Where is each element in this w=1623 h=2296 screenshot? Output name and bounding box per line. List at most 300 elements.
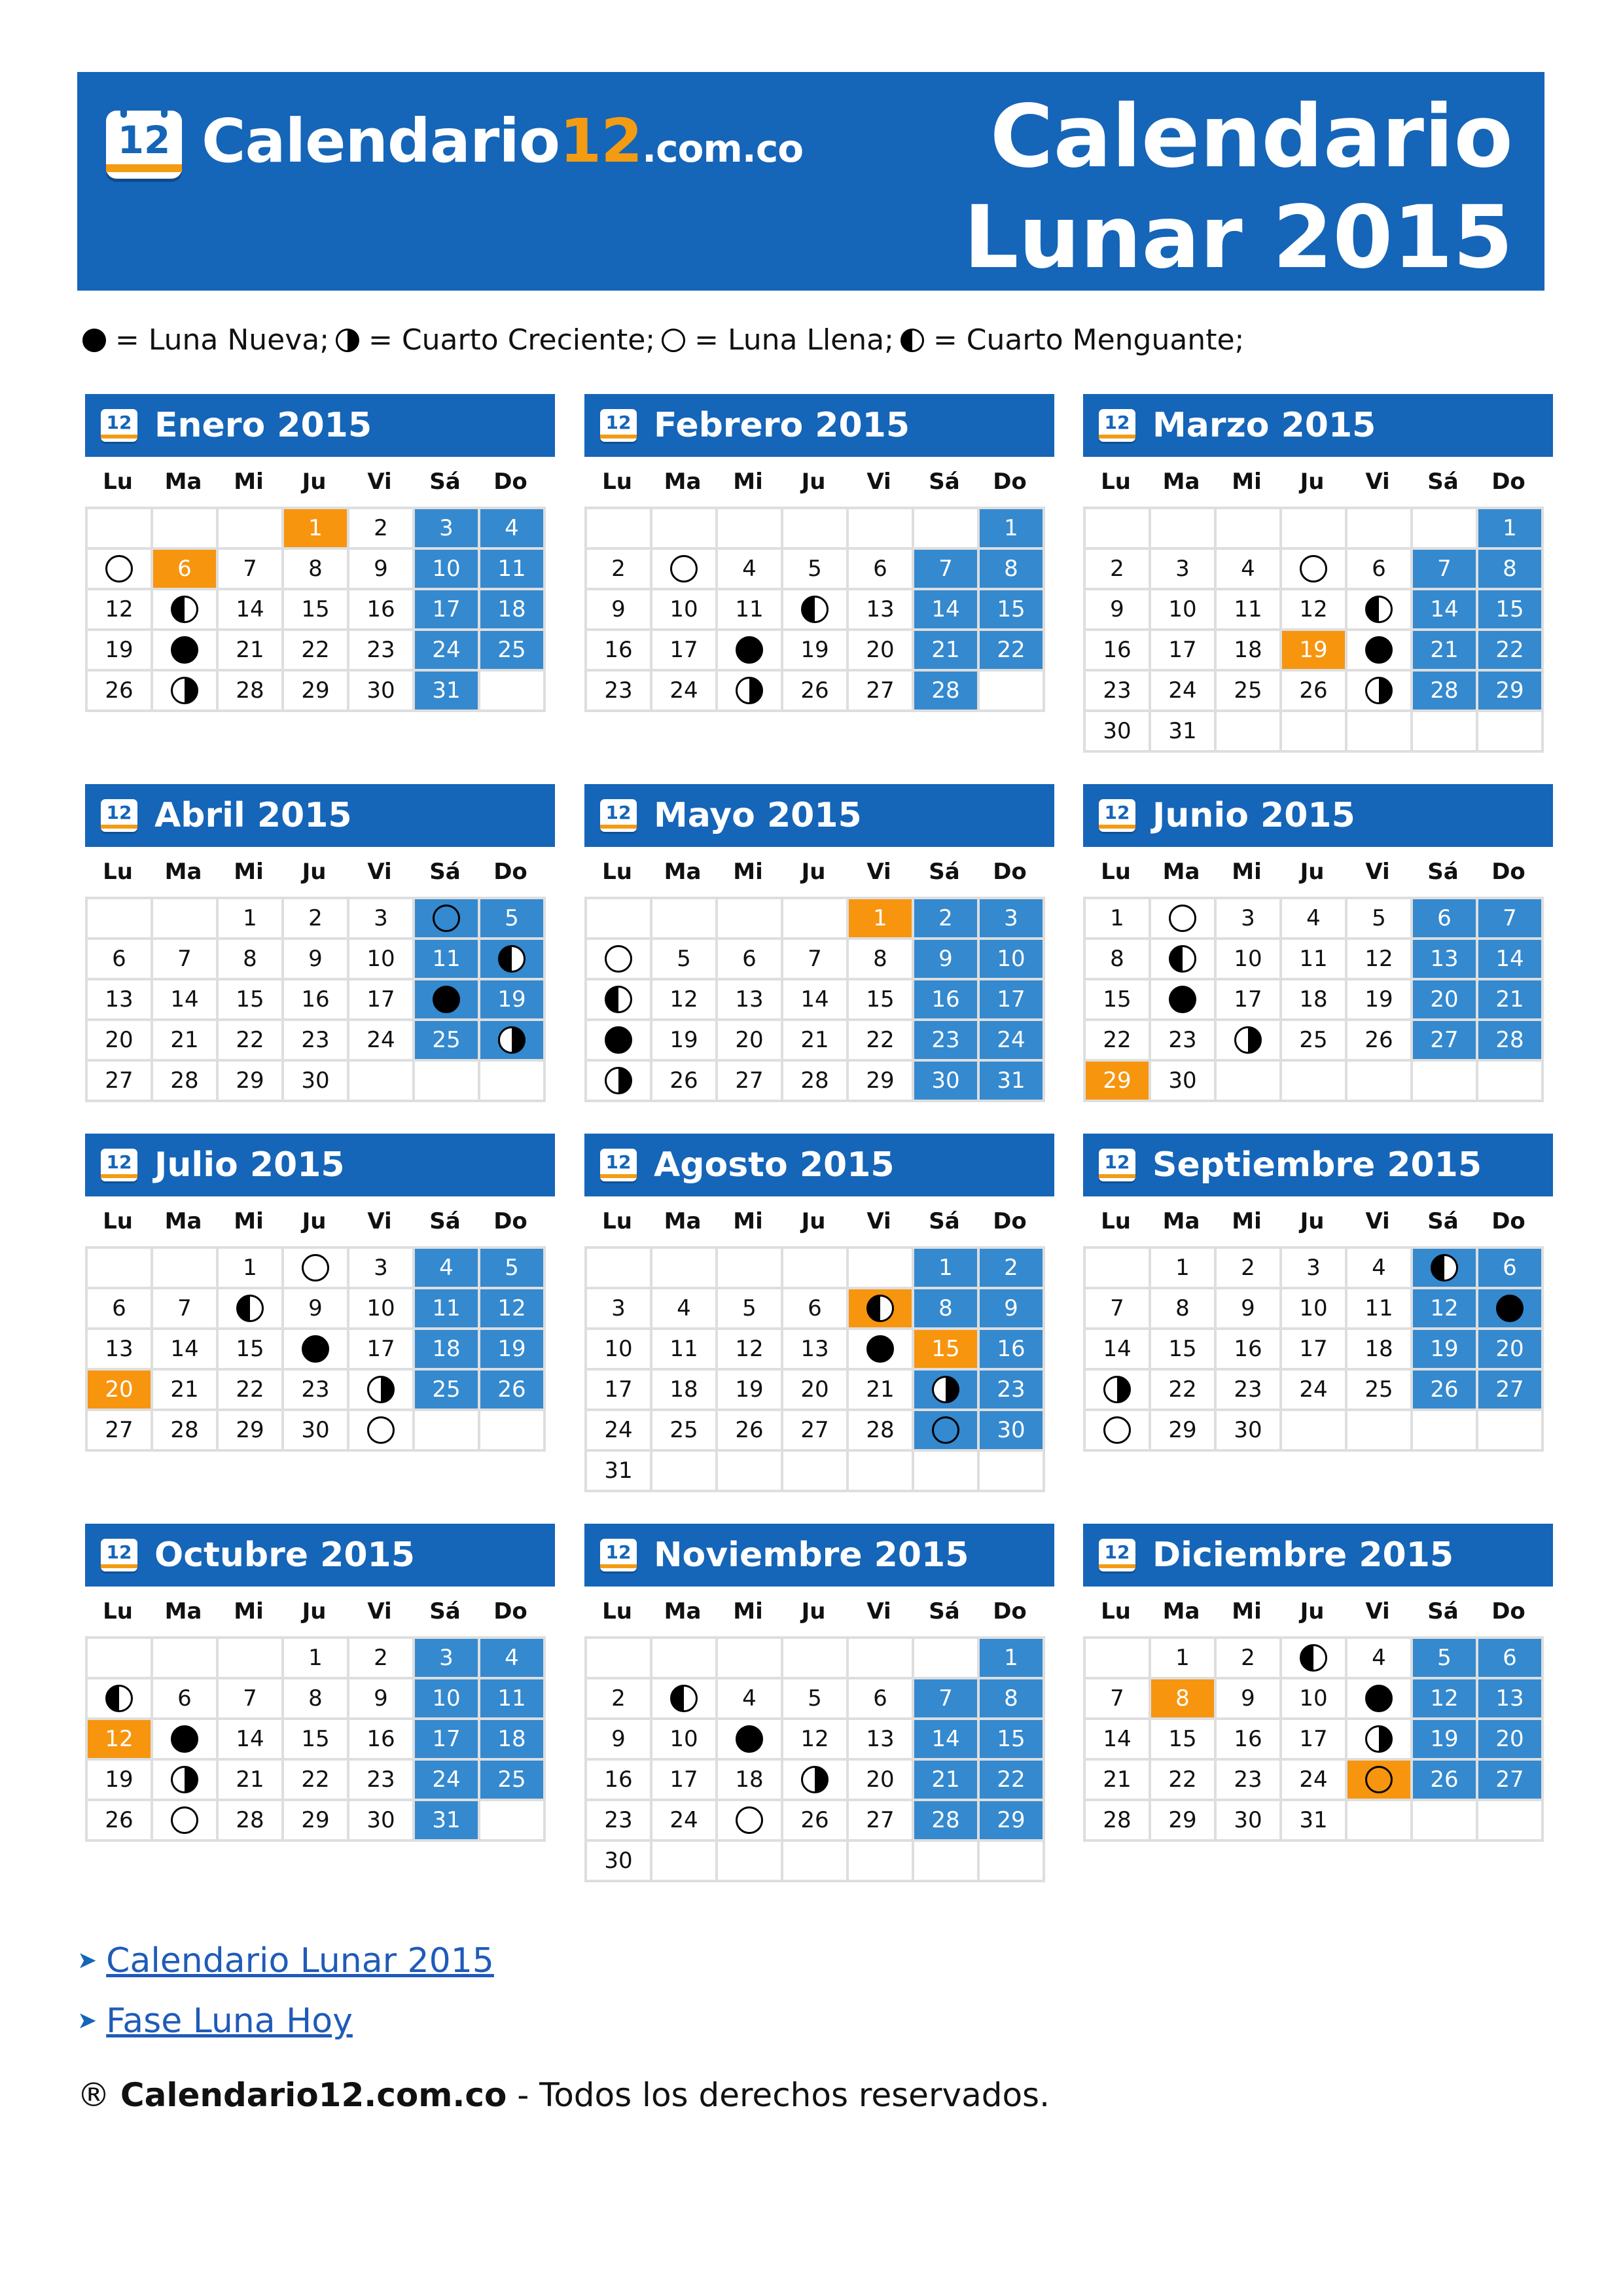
day-cell[interactable]: 11 — [415, 1289, 478, 1327]
day-cell[interactable]: 29 — [284, 1801, 347, 1839]
day-cell[interactable]: 29 — [284, 672, 347, 709]
day-cell[interactable]: 21 — [783, 1021, 846, 1059]
day-cell[interactable]: 8 — [1478, 550, 1541, 588]
day-cell[interactable] — [480, 940, 543, 978]
day-cell[interactable] — [349, 1411, 412, 1449]
day-cell[interactable]: 26 — [1282, 672, 1345, 709]
day-cell[interactable]: 12 — [88, 590, 151, 628]
day-cell[interactable] — [153, 1801, 216, 1839]
day-cell[interactable]: 18 — [480, 1720, 543, 1758]
day-cell[interactable] — [415, 899, 478, 937]
day-cell[interactable] — [1151, 940, 1214, 978]
day-cell[interactable]: 31 — [587, 1452, 650, 1490]
day-cell[interactable]: 2 — [980, 1249, 1043, 1287]
day-cell[interactable]: 11 — [480, 550, 543, 588]
day-cell[interactable]: 28 — [219, 672, 281, 709]
day-cell[interactable]: 21 — [914, 631, 977, 669]
day-cell[interactable]: 14 — [219, 1720, 281, 1758]
day-cell[interactable]: 10 — [415, 1679, 478, 1717]
day-cell[interactable] — [1347, 1679, 1410, 1717]
day-cell[interactable]: 6 — [153, 550, 216, 588]
day-cell[interactable]: 14 — [219, 590, 281, 628]
day-cell[interactable]: 5 — [783, 1679, 846, 1717]
day-cell[interactable]: 15 — [914, 1330, 977, 1368]
day-cell[interactable]: 27 — [88, 1411, 151, 1449]
day-cell[interactable]: 14 — [914, 590, 977, 628]
day-cell[interactable]: 8 — [1151, 1289, 1214, 1327]
day-cell[interactable]: 13 — [1413, 940, 1476, 978]
day-cell[interactable]: 9 — [349, 550, 412, 588]
day-cell[interactable]: 16 — [349, 1720, 412, 1758]
day-cell[interactable]: 27 — [849, 1801, 912, 1839]
day-cell[interactable]: 20 — [88, 1371, 151, 1408]
day-cell[interactable]: 7 — [1086, 1289, 1149, 1327]
day-cell[interactable] — [88, 550, 151, 588]
day-cell[interactable]: 20 — [718, 1021, 781, 1059]
day-cell[interactable]: 14 — [1413, 590, 1476, 628]
day-cell[interactable]: 6 — [88, 1289, 151, 1327]
day-cell[interactable]: 30 — [587, 1842, 650, 1880]
day-cell[interactable] — [1151, 899, 1214, 937]
day-cell[interactable]: 10 — [652, 590, 715, 628]
day-cell[interactable] — [783, 590, 846, 628]
day-cell[interactable]: 15 — [284, 1720, 347, 1758]
day-cell[interactable]: 5 — [480, 899, 543, 937]
day-cell[interactable]: 13 — [783, 1330, 846, 1368]
day-cell[interactable] — [718, 1801, 781, 1839]
day-cell[interactable]: 29 — [1478, 672, 1541, 709]
day-cell[interactable]: 2 — [1217, 1639, 1279, 1677]
day-cell[interactable]: 27 — [718, 1062, 781, 1100]
day-cell[interactable] — [284, 1249, 347, 1287]
day-cell[interactable]: 9 — [587, 590, 650, 628]
day-cell[interactable]: 30 — [1217, 1411, 1279, 1449]
day-cell[interactable]: 8 — [980, 1679, 1043, 1717]
day-cell[interactable]: 30 — [349, 1801, 412, 1839]
day-cell[interactable]: 27 — [1413, 1021, 1476, 1059]
day-cell[interactable]: 25 — [1282, 1021, 1345, 1059]
day-cell[interactable]: 22 — [219, 1371, 281, 1408]
day-cell[interactable]: 18 — [652, 1371, 715, 1408]
day-cell[interactable]: 19 — [480, 980, 543, 1018]
day-cell[interactable]: 28 — [1413, 672, 1476, 709]
day-cell[interactable]: 23 — [284, 1021, 347, 1059]
day-cell[interactable]: 28 — [1478, 1021, 1541, 1059]
day-cell[interactable]: 26 — [1413, 1371, 1476, 1408]
day-cell[interactable]: 21 — [1413, 631, 1476, 669]
day-cell[interactable]: 21 — [219, 1761, 281, 1799]
day-cell[interactable]: 18 — [415, 1330, 478, 1368]
day-cell[interactable] — [480, 1021, 543, 1059]
day-cell[interactable]: 4 — [480, 509, 543, 547]
day-cell[interactable]: 4 — [652, 1289, 715, 1327]
day-cell[interactable]: 3 — [349, 1249, 412, 1287]
day-cell[interactable]: 2 — [349, 509, 412, 547]
day-cell[interactable]: 29 — [980, 1801, 1043, 1839]
day-cell[interactable]: 22 — [1151, 1371, 1214, 1408]
day-cell[interactable]: 29 — [1151, 1411, 1214, 1449]
day-cell[interactable] — [1282, 550, 1345, 588]
day-cell[interactable] — [1086, 1411, 1149, 1449]
day-cell[interactable]: 30 — [284, 1062, 347, 1100]
day-cell[interactable]: 24 — [587, 1411, 650, 1449]
day-cell[interactable]: 3 — [1282, 1249, 1345, 1287]
day-cell[interactable]: 5 — [652, 940, 715, 978]
day-cell[interactable]: 3 — [415, 1639, 478, 1677]
day-cell[interactable]: 16 — [587, 631, 650, 669]
day-cell[interactable]: 17 — [980, 980, 1043, 1018]
day-cell[interactable]: 30 — [349, 672, 412, 709]
day-cell[interactable]: 24 — [1282, 1761, 1345, 1799]
day-cell[interactable]: 14 — [1086, 1720, 1149, 1758]
day-cell[interactable]: 6 — [88, 940, 151, 978]
day-cell[interactable]: 11 — [718, 590, 781, 628]
day-cell[interactable]: 23 — [284, 1371, 347, 1408]
day-cell[interactable]: 28 — [914, 672, 977, 709]
day-cell[interactable]: 13 — [718, 980, 781, 1018]
day-cell[interactable]: 12 — [1282, 590, 1345, 628]
day-cell[interactable]: 14 — [1086, 1330, 1149, 1368]
day-cell[interactable]: 8 — [980, 550, 1043, 588]
day-cell[interactable]: 2 — [1217, 1249, 1279, 1287]
day-cell[interactable]: 25 — [1347, 1371, 1410, 1408]
day-cell[interactable]: 4 — [718, 1679, 781, 1717]
day-cell[interactable] — [1347, 1761, 1410, 1799]
day-cell[interactable]: 23 — [1217, 1761, 1279, 1799]
day-cell[interactable]: 17 — [415, 590, 478, 628]
day-cell[interactable]: 25 — [480, 631, 543, 669]
day-cell[interactable] — [88, 1679, 151, 1717]
day-cell[interactable]: 22 — [1086, 1021, 1149, 1059]
day-cell[interactable]: 24 — [415, 1761, 478, 1799]
day-cell[interactable]: 14 — [914, 1720, 977, 1758]
day-cell[interactable]: 25 — [652, 1411, 715, 1449]
day-cell[interactable]: 9 — [914, 940, 977, 978]
day-cell[interactable]: 23 — [587, 672, 650, 709]
day-cell[interactable]: 18 — [718, 1761, 781, 1799]
day-cell[interactable]: 10 — [587, 1330, 650, 1368]
day-cell[interactable]: 17 — [652, 1761, 715, 1799]
day-cell[interactable]: 9 — [1217, 1679, 1279, 1717]
day-cell[interactable] — [587, 980, 650, 1018]
day-cell[interactable]: 27 — [1478, 1371, 1541, 1408]
day-cell[interactable]: 22 — [980, 1761, 1043, 1799]
day-cell[interactable]: 24 — [415, 631, 478, 669]
day-cell[interactable] — [349, 1371, 412, 1408]
day-cell[interactable]: 2 — [914, 899, 977, 937]
day-cell[interactable]: 19 — [1413, 1720, 1476, 1758]
day-cell[interactable]: 18 — [1347, 1330, 1410, 1368]
day-cell[interactable]: 4 — [1217, 550, 1279, 588]
day-cell[interactable] — [1478, 1289, 1541, 1327]
day-cell[interactable]: 27 — [783, 1411, 846, 1449]
day-cell[interactable]: 16 — [980, 1330, 1043, 1368]
day-cell[interactable] — [153, 672, 216, 709]
day-cell[interactable]: 5 — [1413, 1639, 1476, 1677]
day-cell[interactable]: 24 — [349, 1021, 412, 1059]
day-cell[interactable]: 4 — [480, 1639, 543, 1677]
day-cell[interactable]: 29 — [1086, 1062, 1149, 1100]
day-cell[interactable]: 15 — [1478, 590, 1541, 628]
day-cell[interactable]: 16 — [914, 980, 977, 1018]
day-cell[interactable]: 20 — [783, 1371, 846, 1408]
day-cell[interactable]: 4 — [1282, 899, 1345, 937]
day-cell[interactable]: 13 — [849, 590, 912, 628]
day-cell[interactable]: 23 — [349, 631, 412, 669]
day-cell[interactable]: 1 — [849, 899, 912, 937]
day-cell[interactable]: 18 — [1217, 631, 1279, 669]
day-cell[interactable]: 6 — [1478, 1639, 1541, 1677]
day-cell[interactable]: 16 — [349, 590, 412, 628]
day-cell[interactable]: 30 — [1151, 1062, 1214, 1100]
day-cell[interactable]: 15 — [284, 590, 347, 628]
day-cell[interactable]: 15 — [849, 980, 912, 1018]
day-cell[interactable]: 30 — [914, 1062, 977, 1100]
day-cell[interactable]: 8 — [1151, 1679, 1214, 1717]
day-cell[interactable] — [718, 1720, 781, 1758]
day-cell[interactable]: 6 — [1478, 1249, 1541, 1287]
day-cell[interactable]: 17 — [1282, 1720, 1345, 1758]
day-cell[interactable]: 22 — [219, 1021, 281, 1059]
day-cell[interactable]: 22 — [284, 1761, 347, 1799]
day-cell[interactable]: 14 — [783, 980, 846, 1018]
day-cell[interactable]: 29 — [849, 1062, 912, 1100]
day-cell[interactable]: 1 — [1151, 1639, 1214, 1677]
day-cell[interactable]: 25 — [415, 1371, 478, 1408]
day-cell[interactable]: 10 — [652, 1720, 715, 1758]
day-cell[interactable]: 21 — [849, 1371, 912, 1408]
day-cell[interactable]: 28 — [1086, 1801, 1149, 1839]
day-cell[interactable]: 24 — [1151, 672, 1214, 709]
day-cell[interactable] — [587, 1021, 650, 1059]
day-cell[interactable]: 2 — [587, 1679, 650, 1717]
day-cell[interactable] — [1347, 672, 1410, 709]
day-cell[interactable]: 6 — [153, 1679, 216, 1717]
day-cell[interactable]: 11 — [1347, 1289, 1410, 1327]
day-cell[interactable]: 6 — [1347, 550, 1410, 588]
day-cell[interactable]: 26 — [652, 1062, 715, 1100]
day-cell[interactable]: 28 — [849, 1411, 912, 1449]
day-cell[interactable]: 12 — [1413, 1289, 1476, 1327]
day-cell[interactable]: 23 — [1086, 672, 1149, 709]
day-cell[interactable]: 7 — [153, 1289, 216, 1327]
day-cell[interactable]: 21 — [153, 1371, 216, 1408]
link-calendario-lunar[interactable]: ➤ Calendario Lunar 2015 — [77, 1931, 494, 1991]
day-cell[interactable]: 7 — [153, 940, 216, 978]
day-cell[interactable]: 18 — [480, 590, 543, 628]
day-cell[interactable]: 17 — [1282, 1330, 1345, 1368]
day-cell[interactable]: 28 — [219, 1801, 281, 1839]
day-cell[interactable]: 12 — [1347, 940, 1410, 978]
day-cell[interactable]: 16 — [1217, 1720, 1279, 1758]
day-cell[interactable]: 2 — [349, 1639, 412, 1677]
day-cell[interactable]: 1 — [284, 509, 347, 547]
day-cell[interactable]: 17 — [349, 1330, 412, 1368]
day-cell[interactable]: 8 — [284, 550, 347, 588]
day-cell[interactable]: 13 — [88, 1330, 151, 1368]
day-cell[interactable]: 24 — [652, 672, 715, 709]
day-cell[interactable]: 23 — [1217, 1371, 1279, 1408]
day-cell[interactable] — [718, 672, 781, 709]
day-cell[interactable]: 6 — [718, 940, 781, 978]
day-cell[interactable]: 11 — [652, 1330, 715, 1368]
day-cell[interactable]: 20 — [1478, 1330, 1541, 1368]
day-cell[interactable]: 11 — [480, 1679, 543, 1717]
day-cell[interactable]: 31 — [415, 672, 478, 709]
day-cell[interactable]: 29 — [1151, 1801, 1214, 1839]
day-cell[interactable] — [415, 980, 478, 1018]
day-cell[interactable]: 17 — [652, 631, 715, 669]
day-cell[interactable]: 22 — [849, 1021, 912, 1059]
day-cell[interactable]: 7 — [914, 1679, 977, 1717]
day-cell[interactable]: 7 — [783, 940, 846, 978]
day-cell[interactable]: 10 — [980, 940, 1043, 978]
day-cell[interactable]: 4 — [415, 1249, 478, 1287]
day-cell[interactable]: 30 — [980, 1411, 1043, 1449]
day-cell[interactable] — [849, 1330, 912, 1368]
day-cell[interactable]: 26 — [88, 1801, 151, 1839]
day-cell[interactable] — [1282, 1639, 1345, 1677]
day-cell[interactable]: 7 — [914, 550, 977, 588]
day-cell[interactable]: 30 — [284, 1411, 347, 1449]
day-cell[interactable]: 11 — [1217, 590, 1279, 628]
day-cell[interactable] — [284, 1330, 347, 1368]
day-cell[interactable]: 3 — [1217, 899, 1279, 937]
day-cell[interactable]: 30 — [1086, 712, 1149, 750]
day-cell[interactable]: 23 — [587, 1801, 650, 1839]
day-cell[interactable]: 12 — [480, 1289, 543, 1327]
day-cell[interactable]: 10 — [1282, 1289, 1345, 1327]
day-cell[interactable]: 6 — [783, 1289, 846, 1327]
day-cell[interactable]: 1 — [1478, 509, 1541, 547]
day-cell[interactable] — [587, 940, 650, 978]
day-cell[interactable]: 21 — [1478, 980, 1541, 1018]
day-cell[interactable]: 25 — [1217, 672, 1279, 709]
day-cell[interactable] — [652, 550, 715, 588]
day-cell[interactable] — [1347, 1720, 1410, 1758]
day-cell[interactable]: 26 — [480, 1371, 543, 1408]
day-cell[interactable] — [914, 1411, 977, 1449]
day-cell[interactable] — [849, 1289, 912, 1327]
day-cell[interactable] — [1086, 1371, 1149, 1408]
day-cell[interactable] — [1347, 590, 1410, 628]
day-cell[interactable]: 22 — [980, 631, 1043, 669]
day-cell[interactable] — [219, 1289, 281, 1327]
day-cell[interactable]: 3 — [587, 1289, 650, 1327]
day-cell[interactable]: 1 — [219, 899, 281, 937]
day-cell[interactable] — [153, 1720, 216, 1758]
day-cell[interactable]: 5 — [480, 1249, 543, 1287]
day-cell[interactable]: 19 — [783, 631, 846, 669]
day-cell[interactable]: 1 — [1086, 899, 1149, 937]
day-cell[interactable]: 8 — [849, 940, 912, 978]
day-cell[interactable] — [1413, 1249, 1476, 1287]
day-cell[interactable]: 20 — [849, 1761, 912, 1799]
day-cell[interactable]: 14 — [1478, 940, 1541, 978]
day-cell[interactable]: 23 — [980, 1371, 1043, 1408]
day-cell[interactable]: 26 — [1413, 1761, 1476, 1799]
day-cell[interactable]: 14 — [153, 980, 216, 1018]
day-cell[interactable]: 14 — [153, 1330, 216, 1368]
day-cell[interactable]: 4 — [1347, 1249, 1410, 1287]
day-cell[interactable] — [1347, 631, 1410, 669]
day-cell[interactable]: 19 — [88, 1761, 151, 1799]
day-cell[interactable]: 22 — [1151, 1761, 1214, 1799]
day-cell[interactable]: 24 — [652, 1801, 715, 1839]
day-cell[interactable]: 5 — [1347, 899, 1410, 937]
day-cell[interactable] — [783, 1761, 846, 1799]
day-cell[interactable]: 6 — [849, 550, 912, 588]
day-cell[interactable]: 9 — [1217, 1289, 1279, 1327]
day-cell[interactable]: 21 — [1086, 1761, 1149, 1799]
day-cell[interactable]: 2 — [587, 550, 650, 588]
day-cell[interactable]: 3 — [415, 509, 478, 547]
day-cell[interactable]: 12 — [652, 980, 715, 1018]
day-cell[interactable]: 23 — [1151, 1021, 1214, 1059]
day-cell[interactable]: 31 — [1282, 1801, 1345, 1839]
day-cell[interactable]: 29 — [219, 1411, 281, 1449]
day-cell[interactable]: 27 — [849, 672, 912, 709]
day-cell[interactable]: 31 — [980, 1062, 1043, 1100]
day-cell[interactable]: 9 — [284, 1289, 347, 1327]
day-cell[interactable]: 30 — [1217, 1801, 1279, 1839]
day-cell[interactable]: 9 — [284, 940, 347, 978]
day-cell[interactable]: 20 — [88, 1021, 151, 1059]
day-cell[interactable]: 10 — [349, 940, 412, 978]
day-cell[interactable]: 19 — [88, 631, 151, 669]
day-cell[interactable] — [587, 1062, 650, 1100]
day-cell[interactable]: 3 — [1151, 550, 1214, 588]
day-cell[interactable]: 4 — [1347, 1639, 1410, 1677]
day-cell[interactable]: 1 — [914, 1249, 977, 1287]
day-cell[interactable] — [914, 1371, 977, 1408]
day-cell[interactable]: 12 — [88, 1720, 151, 1758]
day-cell[interactable]: 31 — [1151, 712, 1214, 750]
day-cell[interactable]: 15 — [1086, 980, 1149, 1018]
day-cell[interactable]: 22 — [284, 631, 347, 669]
day-cell[interactable]: 27 — [1478, 1761, 1541, 1799]
day-cell[interactable]: 31 — [415, 1801, 478, 1839]
day-cell[interactable]: 9 — [1086, 590, 1149, 628]
day-cell[interactable]: 17 — [349, 980, 412, 1018]
day-cell[interactable]: 7 — [219, 1679, 281, 1717]
day-cell[interactable]: 23 — [349, 1761, 412, 1799]
day-cell[interactable]: 8 — [914, 1289, 977, 1327]
day-cell[interactable]: 9 — [349, 1679, 412, 1717]
day-cell[interactable]: 24 — [1282, 1371, 1345, 1408]
day-cell[interactable]: 25 — [480, 1761, 543, 1799]
day-cell[interactable]: 6 — [849, 1679, 912, 1717]
day-cell[interactable]: 25 — [415, 1021, 478, 1059]
day-cell[interactable]: 28 — [783, 1062, 846, 1100]
day-cell[interactable]: 20 — [1478, 1720, 1541, 1758]
day-cell[interactable]: 23 — [914, 1021, 977, 1059]
day-cell[interactable]: 16 — [284, 980, 347, 1018]
day-cell[interactable]: 26 — [783, 672, 846, 709]
day-cell[interactable]: 21 — [153, 1021, 216, 1059]
day-cell[interactable]: 1 — [219, 1249, 281, 1287]
day-cell[interactable] — [652, 1679, 715, 1717]
day-cell[interactable]: 21 — [914, 1761, 977, 1799]
day-cell[interactable] — [153, 1761, 216, 1799]
site-logo[interactable] — [106, 105, 804, 181]
day-cell[interactable]: 16 — [1086, 631, 1149, 669]
day-cell[interactable]: 26 — [783, 1801, 846, 1839]
day-cell[interactable]: 19 — [1413, 1330, 1476, 1368]
day-cell[interactable]: 1 — [284, 1639, 347, 1677]
day-cell[interactable]: 1 — [980, 1639, 1043, 1677]
day-cell[interactable]: 10 — [1151, 590, 1214, 628]
